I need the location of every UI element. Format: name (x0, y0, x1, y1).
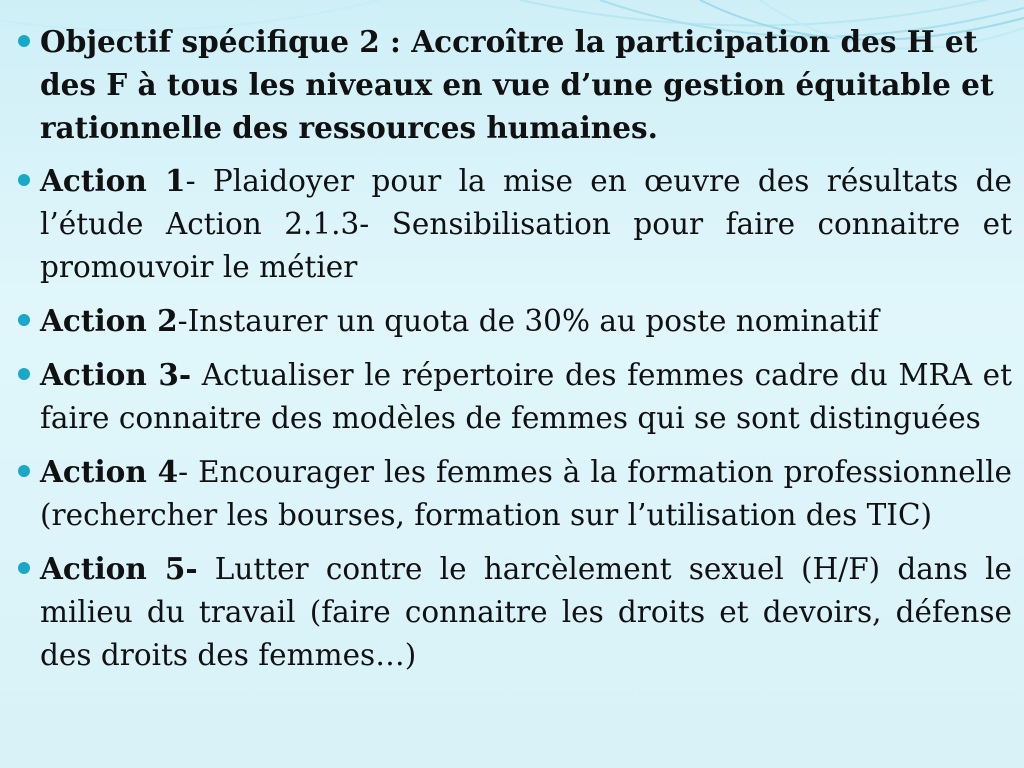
objective-text: Objectif spécifique 2 : Accroître la participation des H et des F à tous les niveaux en vue d’une gestion équitable et rationnelle des ressources humaines. (40, 24, 994, 145)
action-description: Lutter contre le harcèlement sexuel (H/F) dans le milieu du travail (faire connaitre les droits et devoirs, défense des droits des femmes…) (40, 552, 1012, 672)
bullet-icon (18, 35, 30, 47)
action-label: Action 5- (40, 551, 198, 586)
action-text (40, 159, 1012, 289)
action-label: Action 4 (40, 454, 179, 489)
action-label: Action 2 (40, 303, 178, 338)
list-item (18, 20, 1012, 149)
bullet-icon (18, 562, 30, 574)
list-item (18, 547, 1012, 677)
action-label: Action 1 (40, 163, 186, 198)
action-description: -Instaurer un quota de 30% au poste nominatif (177, 304, 879, 338)
bullet-icon (18, 368, 30, 380)
list-item (18, 353, 1012, 440)
action-description: - Encourager les femmes à la formation professionnelle (rechercher les bourses, formation sur l’utilisation des TIC) (40, 455, 1012, 532)
action-text (40, 450, 1012, 537)
action-description: Actualiser le répertoire des femmes cadre du MRA et faire connaitre des modèles de femmes qui se sont distinguées (40, 358, 1012, 435)
list-item (18, 159, 1012, 289)
action-label: Action 3- (40, 357, 192, 392)
action-text (40, 353, 1012, 440)
action-text (40, 547, 1012, 677)
action-description: - Plaidoyer pour la mise en œuvre des résultats de l’étude Action 2.1.3- Sensibilisation pour faire connaitre et promouvoir le métier (40, 164, 1012, 284)
bullet-icon (18, 174, 30, 186)
slide-content (18, 20, 1012, 768)
list-item (18, 299, 1012, 343)
bullet-icon (18, 465, 30, 477)
list-item (18, 450, 1012, 537)
action-text (40, 299, 1012, 343)
bullet-icon (18, 314, 30, 326)
